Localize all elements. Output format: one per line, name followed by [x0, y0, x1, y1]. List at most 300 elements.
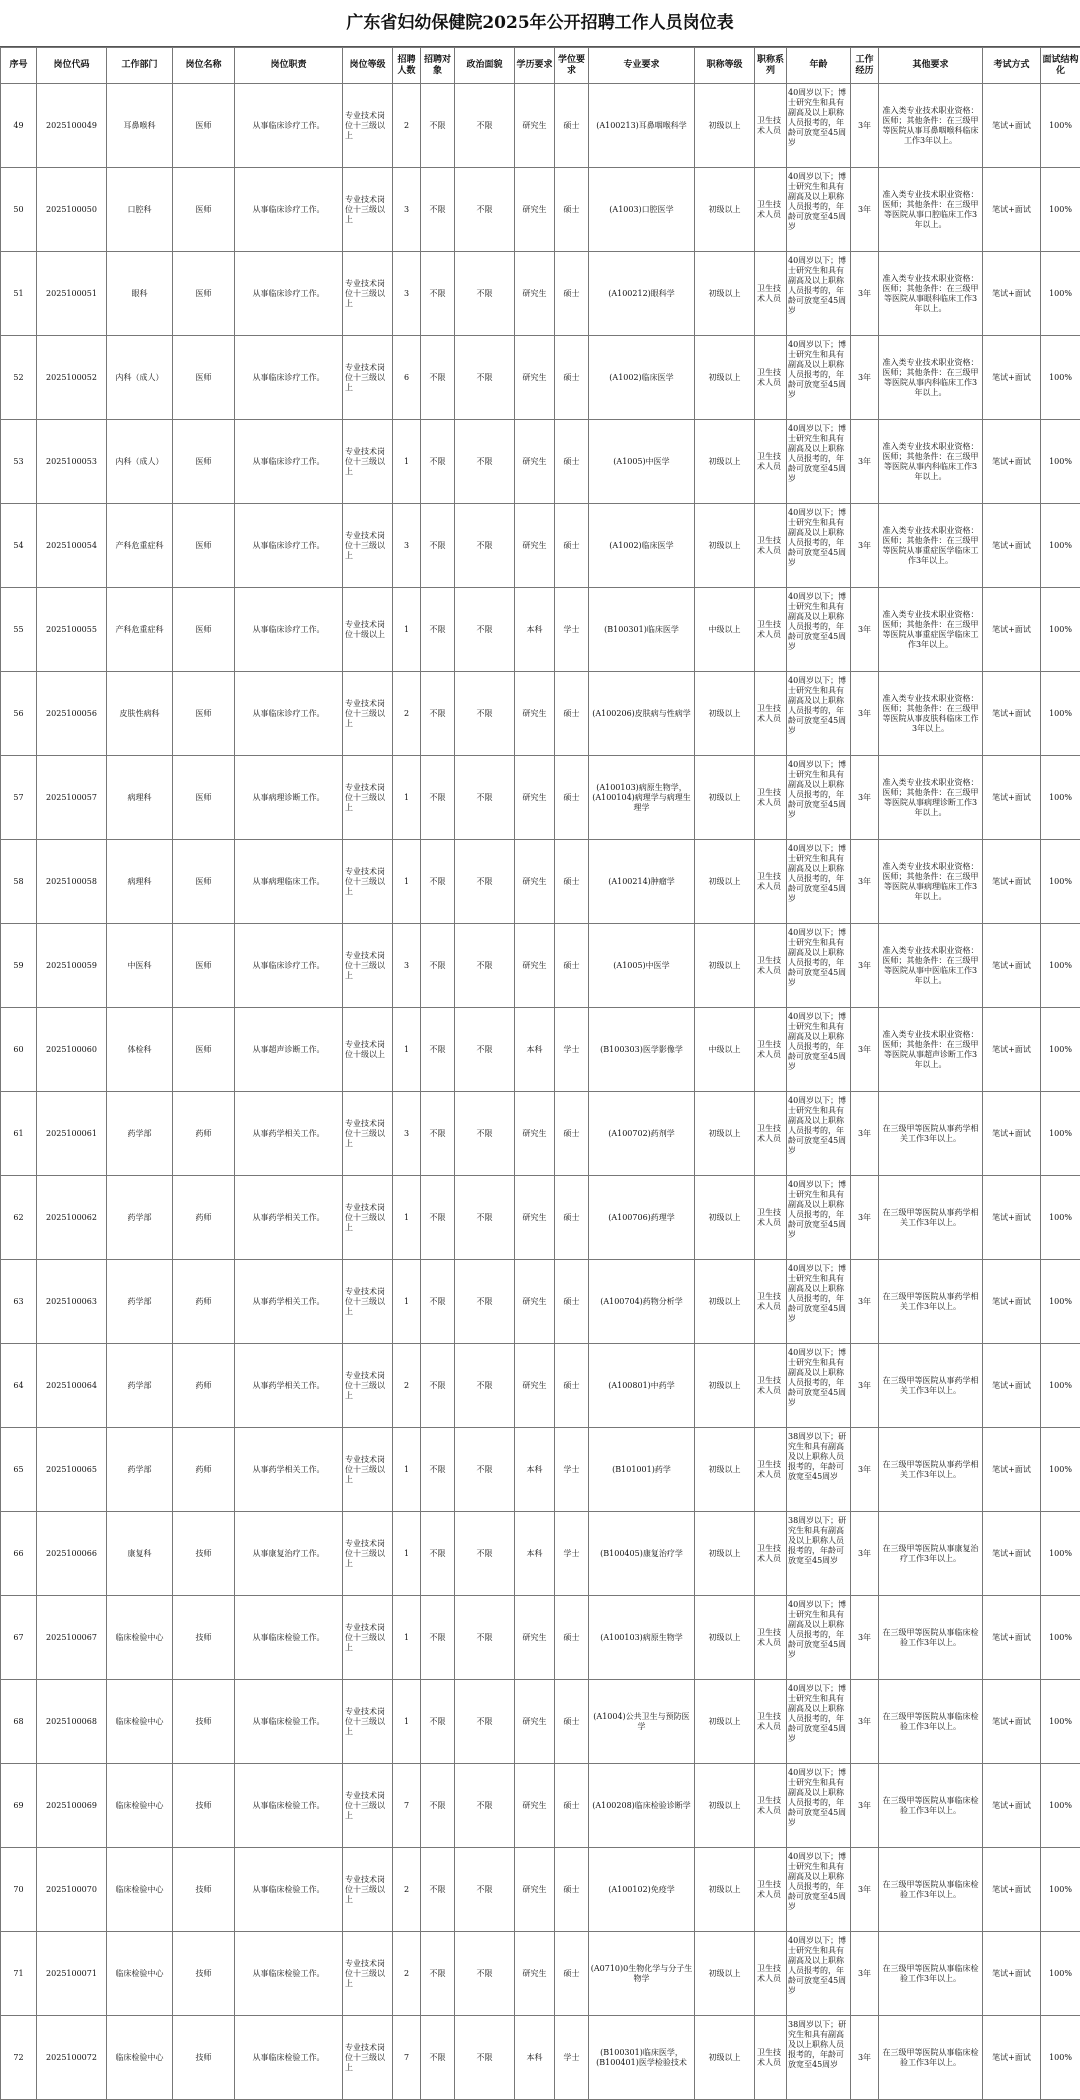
cell-title-level: 初级以上	[695, 840, 755, 924]
table-row	[1, 420, 1080, 504]
cell-dept: 产科危重症科	[107, 588, 173, 672]
cell-code: 2025100050	[37, 168, 107, 252]
cell-major: (A100213)耳鼻咽喉科学	[589, 84, 695, 168]
cell-major: (A1003)口腔医学	[589, 168, 695, 252]
cell-age-text: 40周岁以下；博士研究生和具有副高及以上职称人员报考的，年龄可放宽至45周岁	[788, 340, 849, 416]
cell-age-text: 40周岁以下；博士研究生和具有副高及以上职称人员报考的，年龄可放宽至45周岁	[788, 1768, 849, 1844]
cell-no: 63	[1, 1260, 37, 1344]
cell-target: 不限	[421, 756, 455, 840]
cell-exp: 3年	[851, 756, 879, 840]
header-col-duty: 岗位职责	[235, 48, 343, 84]
cell-major: (A100706)药理学	[589, 1176, 695, 1260]
table-row	[1, 1008, 1080, 1092]
cell-code: 2025100054	[37, 504, 107, 588]
cell-level: 专业技术岗位十三级以上	[343, 1260, 393, 1344]
cell-age-text: 38周岁以下；研究生和具有副高及以上职称人员报考的，年龄可放宽至45周岁	[788, 2020, 849, 2096]
cell-exp: 3年	[851, 1344, 879, 1428]
cell-level: 专业技术岗位十三级以上	[343, 840, 393, 924]
cell-level: 专业技术岗位十级以上	[343, 588, 393, 672]
cell-target: 不限	[421, 2016, 455, 2100]
cell-no: 60	[1, 1008, 37, 1092]
cell-other: 准入类专业技术职业资格：医师；其他条件：在三级甲等医院从事内科临床工作3年以上。	[879, 336, 983, 420]
cell-duty: 从事药学相关工作。	[235, 1176, 343, 1260]
cell-series: 卫生技术人员	[755, 2016, 787, 2100]
cell-ratio: 100%	[1041, 2016, 1080, 2100]
cell-degree: 学士	[555, 1428, 589, 1512]
cell-duty: 从事临床检验工作。	[235, 1932, 343, 2016]
cell-code: 2025100057	[37, 756, 107, 840]
cell-post: 技师	[173, 1932, 235, 2016]
cell-dept: 临床检验中心	[107, 1932, 173, 2016]
cell-age-text: 40周岁以下；博士研究生和具有副高及以上职称人员报考的，年龄可放宽至45周岁	[788, 928, 849, 1004]
cell-other: 在三级甲等医院从事药学相关工作3年以上。	[879, 1260, 983, 1344]
table-row	[1, 756, 1080, 840]
cell-major: (A100702)药剂学	[589, 1092, 695, 1176]
cell-level: 专业技术岗位十三级以上	[343, 252, 393, 336]
cell-exp: 3年	[851, 1092, 879, 1176]
cell-duty: 从事临床检验工作。	[235, 1680, 343, 1764]
cell-politics: 不限	[455, 1008, 515, 1092]
cell-count: 1	[393, 756, 421, 840]
cell-exam: 笔试+面试	[983, 168, 1041, 252]
cell-level: 专业技术岗位十三级以上	[343, 924, 393, 1008]
cell-code: 2025100068	[37, 1680, 107, 1764]
cell-level: 专业技术岗位十三级以上	[343, 1680, 393, 1764]
cell-age	[787, 504, 851, 588]
cell-ratio: 100%	[1041, 1428, 1080, 1512]
cell-no: 56	[1, 672, 37, 756]
cell-age-text: 40周岁以下；博士研究生和具有副高及以上职称人员报考的，年龄可放宽至45周岁	[788, 88, 849, 164]
cell-title-level: 初级以上	[695, 1932, 755, 2016]
cell-age	[787, 1680, 851, 1764]
cell-series: 卫生技术人员	[755, 1428, 787, 1512]
cell-politics: 不限	[455, 1260, 515, 1344]
cell-post: 药师	[173, 1092, 235, 1176]
cell-count: 7	[393, 2016, 421, 2100]
table-header-row	[1, 48, 1080, 84]
cell-target: 不限	[421, 1680, 455, 1764]
cell-age	[787, 420, 851, 504]
cell-major: (A1002)临床医学	[589, 336, 695, 420]
cell-title-level: 中级以上	[695, 588, 755, 672]
cell-age-text: 40周岁以下；博士研究生和具有副高及以上职称人员报考的，年龄可放宽至45周岁	[788, 592, 849, 668]
cell-age-text: 40周岁以下；博士研究生和具有副高及以上职称人员报考的，年龄可放宽至45周岁	[788, 1600, 849, 1676]
cell-exp: 3年	[851, 1848, 879, 1932]
cell-dept: 临床检验中心	[107, 2016, 173, 2100]
cell-exam: 笔试+面试	[983, 1932, 1041, 2016]
cell-degree: 硕士	[555, 252, 589, 336]
cell-no: 57	[1, 756, 37, 840]
cell-target: 不限	[421, 252, 455, 336]
cell-count: 3	[393, 924, 421, 1008]
cell-title-level: 初级以上	[695, 1344, 755, 1428]
cell-age	[787, 1596, 851, 1680]
cell-count: 1	[393, 1596, 421, 1680]
cell-series: 卫生技术人员	[755, 1932, 787, 2016]
cell-post: 技师	[173, 1848, 235, 1932]
cell-major: (A1005)中医学	[589, 420, 695, 504]
cell-series: 卫生技术人员	[755, 252, 787, 336]
cell-politics: 不限	[455, 84, 515, 168]
cell-age-text: 40周岁以下；博士研究生和具有副高及以上职称人员报考的，年龄可放宽至45周岁	[788, 676, 849, 752]
cell-degree: 硕士	[555, 84, 589, 168]
table-row	[1, 1260, 1080, 1344]
cell-level: 专业技术岗位十三级以上	[343, 420, 393, 504]
cell-count: 1	[393, 1512, 421, 1596]
cell-target: 不限	[421, 1848, 455, 1932]
cell-title-level: 初级以上	[695, 84, 755, 168]
cell-no: 66	[1, 1512, 37, 1596]
cell-major: (A100103)病原生物学	[589, 1596, 695, 1680]
cell-duty: 从事药学相关工作。	[235, 1428, 343, 1512]
cell-target: 不限	[421, 504, 455, 588]
cell-count: 3	[393, 252, 421, 336]
cell-dept: 药学部	[107, 1344, 173, 1428]
cell-code: 2025100072	[37, 2016, 107, 2100]
header-col-major: 专业要求	[589, 48, 695, 84]
cell-ratio: 100%	[1041, 1764, 1080, 1848]
cell-major: (B101001)药学	[589, 1428, 695, 1512]
header-col-code: 岗位代码	[37, 48, 107, 84]
cell-age	[787, 1092, 851, 1176]
cell-duty: 从事临床诊疗工作。	[235, 336, 343, 420]
cell-duty: 从事临床检验工作。	[235, 1764, 343, 1848]
cell-count: 3	[393, 1092, 421, 1176]
cell-edu: 研究生	[515, 420, 555, 504]
cell-level: 专业技术岗位十三级以上	[343, 504, 393, 588]
cell-post: 药师	[173, 1428, 235, 1512]
cell-edu: 研究生	[515, 1680, 555, 1764]
cell-degree: 硕士	[555, 1092, 589, 1176]
cell-degree: 硕士	[555, 1848, 589, 1932]
cell-other: 准入类专业技术职业资格：医师；其他条件：在三级甲等医院从事病理临床工作3年以上。	[879, 840, 983, 924]
cell-series: 卫生技术人员	[755, 84, 787, 168]
cell-edu: 本科	[515, 2016, 555, 2100]
job-table	[0, 47, 1080, 2100]
cell-age-text: 40周岁以下；博士研究生和具有副高及以上职称人员报考的，年龄可放宽至45周岁	[788, 508, 849, 584]
cell-duty: 从事康复治疗工作。	[235, 1512, 343, 1596]
cell-major: (A1004)公共卫生与预防医学	[589, 1680, 695, 1764]
cell-politics: 不限	[455, 1848, 515, 1932]
table-row	[1, 924, 1080, 1008]
cell-major: (B100303)医学影像学	[589, 1008, 695, 1092]
cell-level: 专业技术岗位十三级以上	[343, 2016, 393, 2100]
cell-ratio: 100%	[1041, 168, 1080, 252]
cell-post: 医师	[173, 588, 235, 672]
cell-title-level: 初级以上	[695, 924, 755, 1008]
cell-ratio: 100%	[1041, 588, 1080, 672]
cell-politics: 不限	[455, 168, 515, 252]
cell-dept: 临床检验中心	[107, 1680, 173, 1764]
cell-degree: 硕士	[555, 420, 589, 504]
cell-no: 53	[1, 420, 37, 504]
cell-no: 51	[1, 252, 37, 336]
header-col-target: 招聘对象	[421, 48, 455, 84]
cell-no: 54	[1, 504, 37, 588]
cell-target: 不限	[421, 1428, 455, 1512]
cell-ratio: 100%	[1041, 756, 1080, 840]
cell-title-level: 中级以上	[695, 1008, 755, 1092]
cell-exam: 笔试+面试	[983, 1008, 1041, 1092]
cell-degree: 硕士	[555, 504, 589, 588]
cell-target: 不限	[421, 1008, 455, 1092]
cell-major: (A100801)中药学	[589, 1344, 695, 1428]
cell-code: 2025100063	[37, 1260, 107, 1344]
cell-age	[787, 588, 851, 672]
table-row	[1, 1092, 1080, 1176]
cell-dept: 临床检验中心	[107, 1848, 173, 1932]
cell-other: 准入类专业技术职业资格：医师；其他条件：在三级甲等医院从事皮肤科临床工作3年以上。	[879, 672, 983, 756]
cell-politics: 不限	[455, 1764, 515, 1848]
cell-code: 2025100069	[37, 1764, 107, 1848]
cell-other: 准入类专业技术职业资格：医师；其他条件：在三级甲等医院从事重症医学临床工作3年以上。	[879, 588, 983, 672]
table-row	[1, 504, 1080, 588]
cell-count: 2	[393, 1344, 421, 1428]
cell-degree: 硕士	[555, 1260, 589, 1344]
cell-level: 专业技术岗位十三级以上	[343, 672, 393, 756]
cell-level: 专业技术岗位十三级以上	[343, 1092, 393, 1176]
cell-ratio: 100%	[1041, 1344, 1080, 1428]
cell-count: 2	[393, 672, 421, 756]
cell-no: 70	[1, 1848, 37, 1932]
cell-code: 2025100051	[37, 252, 107, 336]
cell-target: 不限	[421, 1596, 455, 1680]
cell-age-text: 40周岁以下；博士研究生和具有副高及以上职称人员报考的，年龄可放宽至45周岁	[788, 844, 849, 920]
cell-title-level: 初级以上	[695, 1848, 755, 1932]
cell-post: 医师	[173, 1008, 235, 1092]
cell-edu: 研究生	[515, 672, 555, 756]
header-col-level: 岗位等级	[343, 48, 393, 84]
cell-edu: 研究生	[515, 504, 555, 588]
cell-exp: 3年	[851, 672, 879, 756]
cell-politics: 不限	[455, 336, 515, 420]
cell-exp: 3年	[851, 336, 879, 420]
cell-degree: 硕士	[555, 168, 589, 252]
cell-politics: 不限	[455, 588, 515, 672]
table-row	[1, 336, 1080, 420]
cell-code: 2025100056	[37, 672, 107, 756]
cell-edu: 研究生	[515, 1092, 555, 1176]
table-row	[1, 168, 1080, 252]
cell-level: 专业技术岗位十三级以上	[343, 1176, 393, 1260]
cell-duty: 从事药学相关工作。	[235, 1092, 343, 1176]
cell-duty: 从事临床诊疗工作。	[235, 252, 343, 336]
cell-ratio: 100%	[1041, 1092, 1080, 1176]
cell-exp: 3年	[851, 1764, 879, 1848]
cell-post: 医师	[173, 756, 235, 840]
cell-post: 医师	[173, 336, 235, 420]
cell-exam: 笔试+面试	[983, 2016, 1041, 2100]
cell-count: 1	[393, 840, 421, 924]
cell-count: 1	[393, 1260, 421, 1344]
cell-exam: 笔试+面试	[983, 336, 1041, 420]
cell-post: 医师	[173, 420, 235, 504]
header-col-edu: 学历要求	[515, 48, 555, 84]
cell-target: 不限	[421, 168, 455, 252]
table-row	[1, 1596, 1080, 1680]
cell-ratio: 100%	[1041, 420, 1080, 504]
cell-edu: 研究生	[515, 924, 555, 1008]
cell-title-level: 初级以上	[695, 1596, 755, 1680]
table-row	[1, 1428, 1080, 1512]
cell-count: 1	[393, 1008, 421, 1092]
cell-level: 专业技术岗位十三级以上	[343, 756, 393, 840]
table-row	[1, 672, 1080, 756]
header-col-no: 序号	[1, 48, 37, 84]
cell-duty: 从事病理临床工作。	[235, 840, 343, 924]
table-row	[1, 1764, 1080, 1848]
cell-degree: 硕士	[555, 1764, 589, 1848]
cell-dept: 内科（成人）	[107, 336, 173, 420]
cell-age-text: 38周岁以下；研究生和具有副高及以上职称人员报考的，年龄可放宽至45周岁	[788, 1516, 849, 1592]
cell-no: 52	[1, 336, 37, 420]
cell-exam: 笔试+面试	[983, 84, 1041, 168]
cell-age	[787, 1512, 851, 1596]
cell-title-level: 初级以上	[695, 756, 755, 840]
cell-post: 技师	[173, 2016, 235, 2100]
cell-level: 专业技术岗位十三级以上	[343, 1848, 393, 1932]
cell-edu: 研究生	[515, 756, 555, 840]
cell-no: 61	[1, 1092, 37, 1176]
cell-series: 卫生技术人员	[755, 1596, 787, 1680]
cell-title-level: 初级以上	[695, 168, 755, 252]
cell-count: 2	[393, 1848, 421, 1932]
cell-politics: 不限	[455, 2016, 515, 2100]
cell-age-text: 38周岁以下；研究生和具有副高及以上职称人员报考的，年龄可放宽至45周岁	[788, 1432, 849, 1508]
cell-politics: 不限	[455, 420, 515, 504]
cell-duty: 从事临床诊疗工作。	[235, 168, 343, 252]
cell-code: 2025100067	[37, 1596, 107, 1680]
cell-major: (B100405)康复治疗学	[589, 1512, 695, 1596]
cell-other: 准入类专业技术职业资格：医师；其他条件：在三级甲等医院从事病理诊断工作3年以上。	[879, 756, 983, 840]
cell-post: 医师	[173, 84, 235, 168]
cell-exp: 3年	[851, 84, 879, 168]
cell-exam: 笔试+面试	[983, 1092, 1041, 1176]
cell-target: 不限	[421, 672, 455, 756]
cell-edu: 本科	[515, 1428, 555, 1512]
cell-edu: 研究生	[515, 84, 555, 168]
cell-politics: 不限	[455, 1596, 515, 1680]
cell-age-text: 40周岁以下；博士研究生和具有副高及以上职称人员报考的，年龄可放宽至45周岁	[788, 172, 849, 248]
cell-age-text: 40周岁以下；博士研究生和具有副高及以上职称人员报考的，年龄可放宽至45周岁	[788, 1684, 849, 1760]
cell-ratio: 100%	[1041, 252, 1080, 336]
header-col-title-level: 职称等级	[695, 48, 755, 84]
cell-other: 准入类专业技术职业资格：医师；其他条件：在三级甲等医院从事重症医学临床工作3年以上。	[879, 504, 983, 588]
cell-code: 2025100070	[37, 1848, 107, 1932]
cell-politics: 不限	[455, 504, 515, 588]
cell-age	[787, 1932, 851, 2016]
cell-degree: 硕士	[555, 756, 589, 840]
cell-series: 卫生技术人员	[755, 1764, 787, 1848]
cell-series: 卫生技术人员	[755, 168, 787, 252]
cell-ratio: 100%	[1041, 1008, 1080, 1092]
cell-count: 3	[393, 168, 421, 252]
cell-title-level: 初级以上	[695, 1260, 755, 1344]
cell-degree: 学士	[555, 1008, 589, 1092]
cell-ratio: 100%	[1041, 672, 1080, 756]
cell-exp: 3年	[851, 1680, 879, 1764]
cell-series: 卫生技术人员	[755, 1344, 787, 1428]
cell-series: 卫生技术人员	[755, 924, 787, 1008]
cell-ratio: 100%	[1041, 1680, 1080, 1764]
cell-degree: 硕士	[555, 840, 589, 924]
cell-level: 专业技术岗位十三级以上	[343, 84, 393, 168]
cell-other: 准入类专业技术职业资格：医师；其他条件：在三级甲等医院从事超声诊断工作3年以上。	[879, 1008, 983, 1092]
cell-exam: 笔试+面试	[983, 1260, 1041, 1344]
cell-ratio: 100%	[1041, 1596, 1080, 1680]
cell-age	[787, 1764, 851, 1848]
cell-exp: 3年	[851, 924, 879, 1008]
cell-dept: 病理科	[107, 840, 173, 924]
cell-title-level: 初级以上	[695, 1092, 755, 1176]
cell-duty: 从事药学相关工作。	[235, 1344, 343, 1428]
cell-major: (A0710)0生物化学与分子生物学	[589, 1932, 695, 2016]
table-row	[1, 1932, 1080, 2016]
header-col-exp: 工作经历	[851, 48, 879, 84]
cell-code: 2025100066	[37, 1512, 107, 1596]
cell-exam: 笔试+面试	[983, 1596, 1041, 1680]
header-col-other: 其他要求	[879, 48, 983, 84]
cell-target: 不限	[421, 924, 455, 1008]
cell-major: (A1002)临床医学	[589, 504, 695, 588]
cell-post: 药师	[173, 1344, 235, 1428]
page-title: 广东省妇幼保健院2025年公开招聘工作人员岗位表	[0, 0, 1080, 47]
cell-post: 技师	[173, 1680, 235, 1764]
cell-exp: 3年	[851, 2016, 879, 2100]
cell-no: 55	[1, 588, 37, 672]
cell-major: (A100102)免疫学	[589, 1848, 695, 1932]
cell-title-level: 初级以上	[695, 420, 755, 504]
cell-series: 卫生技术人员	[755, 1680, 787, 1764]
cell-no: 68	[1, 1680, 37, 1764]
cell-title-level: 初级以上	[695, 1764, 755, 1848]
cell-code: 2025100055	[37, 588, 107, 672]
cell-series: 卫生技术人员	[755, 1176, 787, 1260]
cell-code: 2025100052	[37, 336, 107, 420]
cell-post: 技师	[173, 1512, 235, 1596]
cell-exp: 3年	[851, 504, 879, 588]
cell-other: 在三级甲等医院从事药学相关工作3年以上。	[879, 1344, 983, 1428]
cell-age-text: 40周岁以下；博士研究生和具有副高及以上职称人员报考的，年龄可放宽至45周岁	[788, 256, 849, 332]
cell-major: (A100208)临床检验诊断学	[589, 1764, 695, 1848]
cell-edu: 研究生	[515, 1764, 555, 1848]
cell-duty: 从事病理诊断工作。	[235, 756, 343, 840]
cell-title-level: 初级以上	[695, 2016, 755, 2100]
cell-target: 不限	[421, 1932, 455, 2016]
cell-code: 2025100053	[37, 420, 107, 504]
cell-count: 7	[393, 1764, 421, 1848]
cell-other: 在三级甲等医院从事药学相关工作3年以上。	[879, 1428, 983, 1512]
cell-degree: 硕士	[555, 1176, 589, 1260]
table-row	[1, 1176, 1080, 1260]
cell-target: 不限	[421, 588, 455, 672]
header-col-count: 招聘人数	[393, 48, 421, 84]
cell-other: 在三级甲等医院从事临床检验工作3年以上。	[879, 1764, 983, 1848]
cell-age	[787, 84, 851, 168]
cell-no: 72	[1, 2016, 37, 2100]
cell-ratio: 100%	[1041, 1176, 1080, 1260]
cell-code: 2025100049	[37, 84, 107, 168]
cell-degree: 学士	[555, 588, 589, 672]
cell-age	[787, 1008, 851, 1092]
cell-post: 药师	[173, 1176, 235, 1260]
cell-count: 2	[393, 1932, 421, 2016]
cell-ratio: 100%	[1041, 1260, 1080, 1344]
cell-age	[787, 1848, 851, 1932]
cell-dept: 耳鼻喉科	[107, 84, 173, 168]
cell-target: 不限	[421, 1092, 455, 1176]
cell-edu: 本科	[515, 588, 555, 672]
